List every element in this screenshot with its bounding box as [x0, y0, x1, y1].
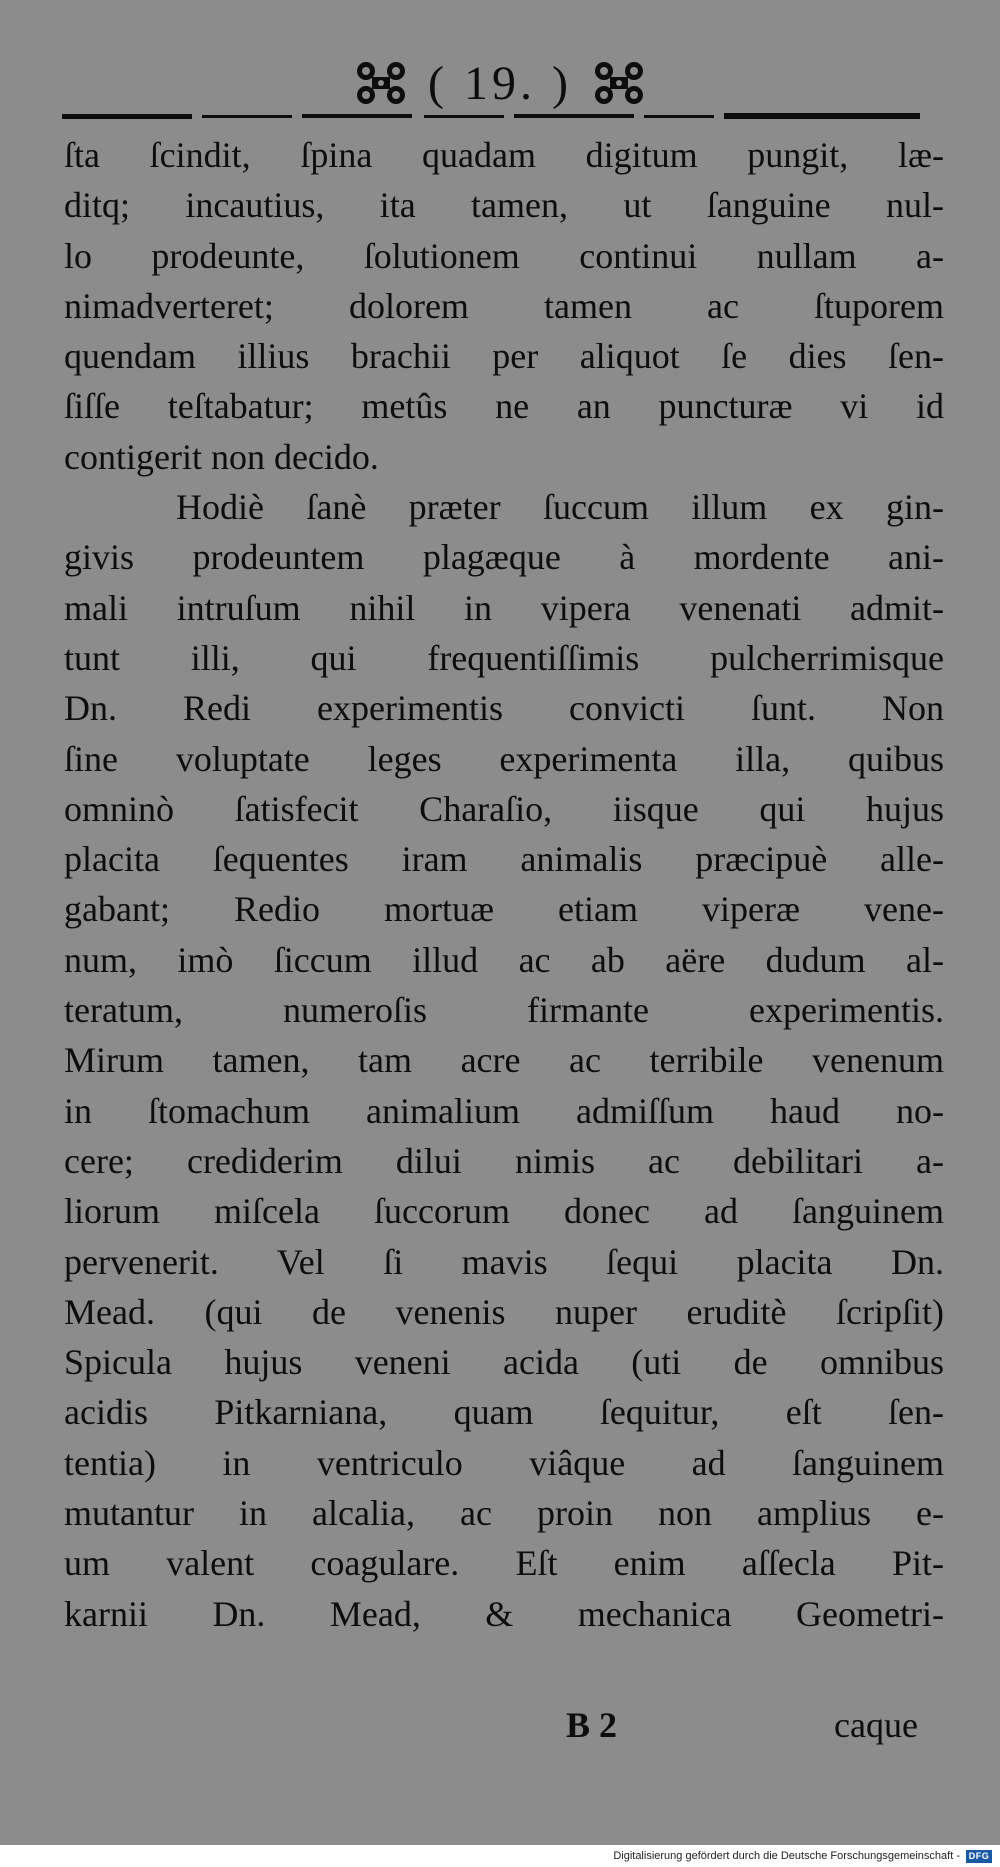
text-line: omninò ſatisfecit Charaſio, iisque qui hujus: [64, 788, 944, 829]
text-line: karnii Dn. Mead, & mechanica Geometri-: [64, 1593, 944, 1634]
text-line: Spicula hujus veneni acida (uti de omnibus: [64, 1342, 944, 1383]
text-line: placita ſequentes iram animalis præcipuè alle-: [64, 839, 944, 880]
text-line: num, imò ſiccum illud ac ab aëre dudum al-: [64, 939, 944, 980]
text-line: Hodiè ſanè præter ſuccum illum ex gin-: [176, 487, 944, 528]
fleuron-ornament-left-icon: [352, 57, 410, 109]
text-line: Mead. (qui de venenis nuper eruditè ſcripſit): [64, 1291, 944, 1332]
text-line: Dn. Redi experimentis convicti ſunt. Non: [64, 688, 944, 729]
text-line: teratum, numeroſis firmante experimentis.: [64, 990, 944, 1031]
text-line: ſta ſcindit, ſpina quadam digitum pungit, læ-: [64, 135, 944, 175]
fleuron-ornament-right-icon: [590, 57, 648, 109]
text-line: mutantur in alcalia, ac proin non amplius e-: [64, 1493, 944, 1534]
text-line: givis prodeuntem plagæque à mordente ani-: [64, 537, 944, 578]
catchword: caque: [834, 1705, 918, 1745]
page-number: ( 19. ): [428, 56, 572, 110]
text-line: cere; crediderim dilui nimis ac debilitari a-: [64, 1140, 944, 1181]
text-line: contigerit non decido.: [64, 436, 379, 477]
page-header: [0, 48, 1000, 118]
text-line: gabant; Redio mortuæ etiam viperæ vene-: [64, 889, 944, 930]
text-line: lo prodeunte, ſolutionem continui nullam a-: [64, 235, 944, 276]
text-line: in ſtomachum animalium admiſſum haud no-: [64, 1090, 944, 1131]
text-line: quendam illius brachii per aliquot ſe dies ſen-: [64, 336, 944, 377]
header-rule: [62, 112, 920, 120]
text-line: mali intruſum nihil in vipera venenati admit-: [64, 587, 944, 628]
text-line: ſine voluptate leges experimenta illa, quibus: [64, 738, 944, 779]
digitization-footer: [0, 1845, 1000, 1867]
text-line: ſiſſe teſtabatur; metûs ne an puncturæ vi id: [64, 386, 944, 427]
text-line: liorum miſcela ſuccorum donec ad ſanguinem: [64, 1191, 944, 1232]
text-line: acidis Pitkarniana, quam ſequitur, eſt ſen-: [64, 1392, 944, 1433]
dfg-logo-icon[interactable]: DFG: [966, 1850, 992, 1863]
text-line: tunt illi, qui frequentiſſimis pulcherrimisque: [64, 637, 944, 678]
signature-mark: B 2: [566, 1705, 618, 1745]
body-text: [64, 130, 944, 1639]
text-line: um valent coagulare. Eſt enim aſſecla Pit-: [64, 1543, 944, 1584]
text-line: Mirum tamen, tam acre ac terribile venenum: [64, 1040, 944, 1081]
text-line: ditq; incautius, ita tamen, ut ſanguine nul-: [64, 185, 944, 226]
text-line: pervenerit. Vel ſi mavis ſequi placita Dn.: [64, 1241, 944, 1282]
footer-credit: Digitalisierung gefördert durch die Deutsche Forschungsgemeinschaft -: [613, 1850, 960, 1862]
text-line: nimadverteret; dolorem tamen ac ſtuporem: [64, 285, 944, 326]
text-line: tentia) in ventriculo viâque ad ſanguinem: [64, 1442, 944, 1483]
